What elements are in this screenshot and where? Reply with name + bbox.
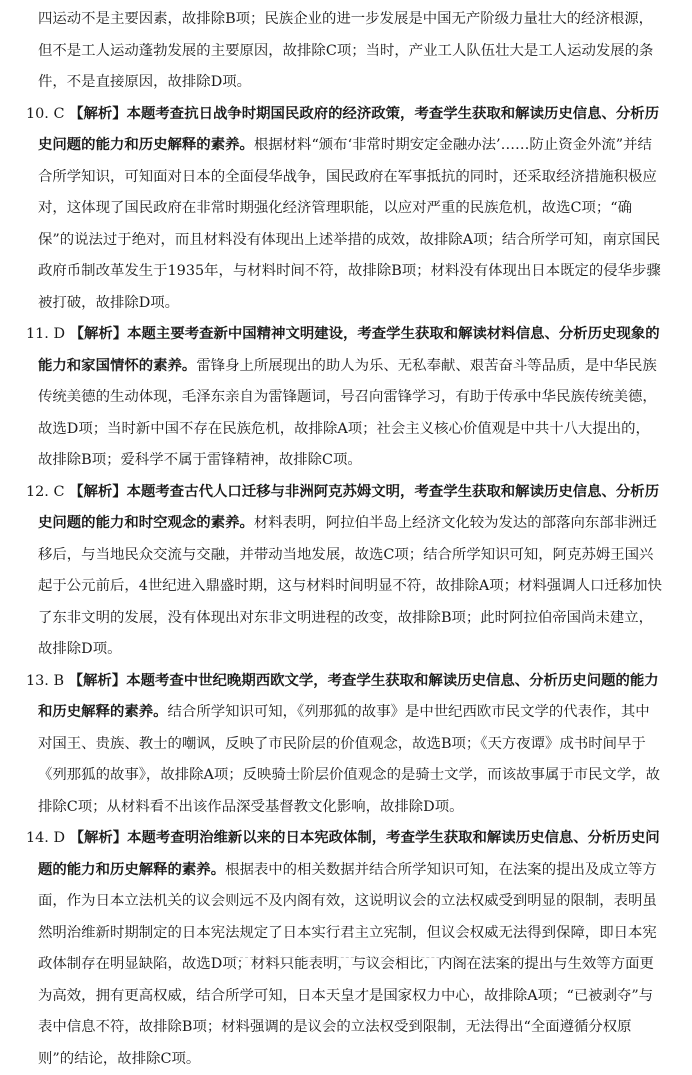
item-number: 10. C	[26, 105, 65, 122]
item-body: 根据材料“颁布‘非常时期安定金融办法’……防止资金外流”并结合所学知识，可知面对日本的全面侵华战争，国民政府在军事抵抗的同时，还采取经济措施积极应对，这体现了国民政府在非常时期强化经济管理职能，以应对严重的民族危机，故选C项；“确保”的说法过于绝对，而且材料没有体现出上述举措的成效，故排除A项；结合所学可知，南京国民政府币制改革发生于1935年，与材料时间不符，故排除B项；材料没有体现出日本既定的侵华步骤被打破，故排除D项。	[38, 137, 661, 311]
item-body: 结合所学知识可知，《列那狐的故事》是中世纪西欧市民文学的代表作，其中对国王、贵族、教士的嘲讽，反映了市民阶层的价值观念，故选B项；《天方夜谭》成书时间早于《列那狐的故事》，故排除A项；反映骑士阶层价值观念的是骑士文学，而该故事属于市民文学，故排除C项；从材料看不出该作品深受基督教文化影响，故排除D项。	[38, 704, 660, 815]
answer-item-11	[26, 319, 662, 477]
item-number: 13. B	[26, 672, 65, 689]
bottom-divider	[230, 957, 530, 960]
item-lead: 【解析】本题主要考查新中国精神文明建设，考查学生获取和解读材料信息、分析历史现象的能力和家国情怀的素养。	[38, 326, 660, 374]
item-lead: 【解析】本题考查古代人口迁移与非洲阿克苏姆文明，考查学生获取和解读历史信息、分析历史问题的能力和时空观念的素养。	[38, 483, 660, 531]
item-number: 11. D	[26, 326, 65, 342]
item-body: 根据表中的相关数据并结合所学知识可知，在法案的提出及成立等方面，作为日本立法机关的议会则远不及内阁有效，这说明议会的立法权威受到明显的限制，表明虽然明治维新时期制定的日本宪法规定了日本实行君主立宪制，但议会权威无法得到保障，即日本宪政体制存在明显缺陷，故选D项；材料只能表明，与议会相比，内阁在法案的提出与生效等方面更为高效，拥有更高权威，结合所学可知，日本天皇才是国家权力中心，故排除A项；“已被剥夺”与表中信息不符，故排除B项；材料强调的是议会的立法权受到限制，无法得出“全面遵循分权原则”的结论，故排除C项。	[38, 861, 657, 1067]
intro-paragraph: 四运动不是主要因素，故排除B项；民族企业的进一步发展是中国无产阶级力量壮大的经济根源，但不是工人运动蓬勃发展的主要原因，故排除C项；当时，产业工人队伍壮大是工人运动发展的条件，不是直接原因，故排除D项。	[38, 11, 654, 90]
answer-item-14	[26, 823, 662, 1075]
answer-item-12	[26, 477, 662, 666]
item-lead: 【解析】本题考查明治维新以来的日本宪政体制，考查学生获取和解读历史信息、分析历史问题的能力和历史解释的素养。	[38, 830, 660, 878]
answer-item-10	[26, 99, 662, 320]
item-number: 14. D	[26, 830, 65, 846]
item-number: 12. C	[26, 483, 65, 500]
item-body: 雷锋身上所展现出的助人为乐、无私奉献、艰苦奋斗等品质，是中华民族传统美德的生动体现，毛泽东亲自为雷锋题词，号召向雷锋学习，有助于传承中华民族传统美德，故选D项；当时新中国不存在民族危机，故排除A项；社会主义核心价值观是中共十八大提出的，故排除B项；爱科学不属于雷锋精神，故排除C项。	[38, 357, 657, 468]
item-lead: 【解析】本题考查抗日战争时期国民政府的经济政策，考查学生获取和解读历史信息、分析历史问题的能力和历史解释的素养。	[38, 105, 660, 153]
item-body: 材料表明，阿拉伯半岛上经济文化较为发达的部落向东部非洲迁移后，与当地民众交流与交融，并带动当地发展，故选C项；结合所学知识可知，阿克苏姆王国兴起于公元前后，4世纪进入鼎盛时期，这与材料时间明显不符，故排除A项；材料强调人口迁移加快了东非文明的发展，没有体现出对东非文明进程的改变，故排除B项；此时阿拉伯帝国尚未建立，故排除D项。	[38, 515, 662, 657]
item-lead: 【解析】本题考查中世纪晚期西欧文学，考查学生获取和解读历史信息、分析历史问题的能力和历史解释的素养。	[38, 672, 659, 720]
answer-item-13	[26, 666, 662, 824]
